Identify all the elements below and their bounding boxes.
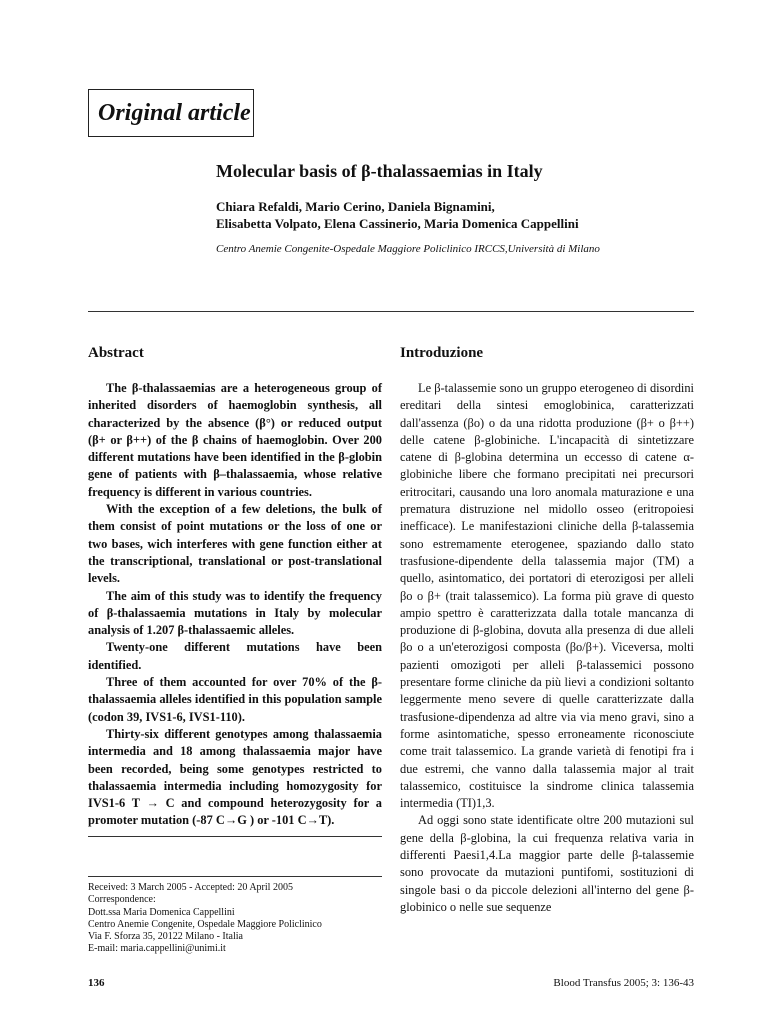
abstract-paragraph: The aim of this study was to identify the frequency of β-thalassaemia mutations in Italy by molecular analysis of 1.207 β-thalassaemic alleles. (88, 588, 382, 638)
abstract-body (88, 380, 382, 830)
correspondence-footnote (88, 882, 322, 956)
abstract-paragraph: Thirty-six different genotypes among thalassaemia intermedia and 18 among thalassaemia major have been recorded, being some genotypes restricted to thalassaemia intermedia including homozygosity for IVS1-6 T → C and compound heterozygosity for a promoter mutation (-87 C→G ) or -101 C→T). (88, 726, 382, 828)
page-number: 136 (88, 977, 105, 989)
intro-body (400, 380, 694, 916)
article-title: Molecular basis of β-thalassaemias in Italy (216, 161, 543, 181)
authors-line-2: Elisabetta Volpato, Elena Cassinerio, Maria Domenica Cappellini (216, 216, 579, 231)
author-list (216, 198, 579, 232)
intro-paragraph: Le β-talassemie sono un gruppo eterogeneo di disordini ereditari della sintesi emoglobinica, caratterizzati dall'assenza (βo) o da una ridotta produzione (β+ o β++) delle catene β-globiniche. L'incapacità di sintetizzare catene di β-globina determina un eccesso di catene α-globiniche libere che formano precipitati nei precursori eritrocitari, causando una loro anomala maturazione e una prematura distruzione nel midollo osseo (eritropoiesi inefficace). Le manifestazioni cliniche della β-talassemia sono estremamente eterogenee, spaziando dallo stato trasfusione-dipendente della talassemia major (TM) a quello, asintomatico, dei portatori di eterozigosi per alleli βo o β+ (trait talassemico). La forma più grave di questo ampio spettro è caratterizzata dalla totale mancanza di produzione di β-globina, dovuta alla presenza di due alleli βo o a un'eterozigosi composta (βo/β+). Viceversa, molti pazienti omozigoti per alleli β-talassemici possono presentare forme cliniche da più lievi a condizioni soltanto leggermente meno severe di quelle caratterizzate dalla trasfusione-dipendenza ad altre via via meno gravi, sino a forme asintomatiche, spesso erroneamente riconosciute come trait talassemico. La grande varietà di fenotipi fra i due estremi, che vanno dalla talassemia major al trait talassemico, costituisce la sindrome clinica talassemia intermedia (TI)1,3. (400, 381, 694, 811)
footnote-line: Centro Anemie Congenite, Ospedale Maggiore Policlinico (88, 918, 322, 930)
section-label: Original article (98, 100, 251, 126)
footnote-line: Via F. Sforza 35, 20122 Milano - Italia (88, 931, 243, 943)
footnote-line: Dott.ssa Maria Domenica Cappellini (88, 906, 235, 918)
footnote-divider (88, 876, 382, 877)
affiliation: Centro Anemie Congenite-Ospedale Maggiore Policlinico IRCCS,Università di Milano (216, 243, 600, 255)
intro-heading: Introduzione (400, 345, 484, 361)
abstract-end-rule (88, 836, 382, 837)
journal-citation: Blood Transfus 2005; 3: 136-43 (553, 977, 694, 989)
abstract-paragraph: Twenty-one different mutations have been identified. (88, 640, 382, 672)
abstract-paragraph: Three of them accounted for over 70% of the β-thalassaemia alleles identified in this population sample (codon 39, IVS1-6, IVS1-110). (88, 675, 382, 724)
footnote-line: Correspondence: (88, 894, 156, 906)
abstract-paragraph: The β-thalassaemias are a heterogeneous group of inherited disorders of haemoglobin synthesis, all characterized by the absence (β°) or reduced output (β+ or β++) of the β chains of haemoglobin. Over 200 different mutations have been identified in the β-globin gene of patients with β–thalassaemia, whose relative frequency is different in various countries. (88, 381, 382, 499)
abstract-heading: Abstract (88, 345, 144, 361)
abstract-paragraph: With the exception of a few deletions, the bulk of them consist of point mutations or the loss of one or two bases, wich interferes with gene function either at the transcriptional, translational or post-translational levels. (88, 502, 382, 586)
authors-line-1: Chiara Refaldi, Mario Cerino, Daniela Bignamini, (216, 199, 495, 214)
header-divider (88, 311, 694, 312)
footnote-line: Received: 3 March 2005 - Accepted: 20 April 2005 (88, 882, 293, 893)
intro-paragraph: Ad oggi sono state identificate oltre 200 mutazioni sul gene della β-globina, la cui frequenza relativa varia in differenti Paesi1,4.La maggior parte delle β-talassemie sono provocate da mutazioni puntifomi, sostituzioni di singole basi o da piccole delezioni all'interno del gene β-globinico o nelle sue sequenze (400, 813, 694, 914)
section-label-box (88, 89, 254, 137)
footnote-line: E-mail: maria.cappellini@unimi.it (88, 943, 226, 955)
